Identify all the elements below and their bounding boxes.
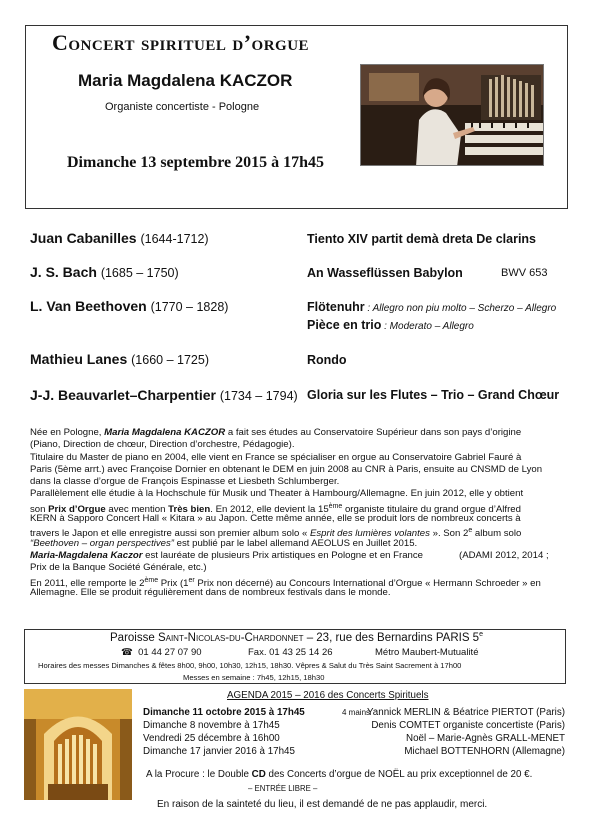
agenda-date-2: Dimanche 8 novembre à 17h45 <box>143 720 280 731</box>
work-1: Tiento XIV partit demà dreta De clarins <box>307 232 537 246</box>
parish-fax: Fax. 01 43 25 14 26 <box>248 647 333 658</box>
agenda-date-1: Dimanche 11 octobre 2015 à 17h45 <box>143 707 305 718</box>
bio-line: (Piano, Direction de chœur, Direction d’orchestre, Pédagogie). <box>30 439 295 451</box>
agenda-note-1: 4 mains <box>342 708 371 717</box>
work-4: Rondo <box>307 353 347 367</box>
composer-4: Mathieu Lanes (1660 – 1725) <box>30 351 209 367</box>
composer-2: J. S. Bach (1685 – 1750) <box>30 264 179 280</box>
agenda-artist-2: Denis COMTET organiste concertiste (Paris) <box>371 720 565 731</box>
bio-line: “Beethoven – organ perspectives” est publié par le label allemand AEOLUS en Juillet 2015. <box>30 537 418 549</box>
parish-phone: ☎ 01 44 27 07 90 <box>121 647 202 658</box>
work-5: Gloria sur les Flutes – Trio – Grand Chœur <box>307 388 560 402</box>
biography <box>30 427 570 599</box>
bio-line: travers le Japon et elle enregistre aussi son premier album solo « Esprit des lumières volantes ». Son 2e album solo <box>30 527 522 540</box>
phone-icon: ☎ <box>121 647 133 658</box>
parish-metro: Métro Maubert-Mutualité <box>375 647 479 658</box>
bio-line: Titulaire du Master de piano en 2004, elle vient en France se spécialiser en orgue au Conservatoire Gabriel Fauré à <box>30 451 522 463</box>
bio-line: Maria-Magdalena Kaczor est lauréate de plusieurs Prix artistiques en Pologne et en France (ADAMI 2012, 2014 ; <box>30 549 549 561</box>
performer-subtitle: Organiste concertiste - Pologne <box>105 101 260 113</box>
bio-line: Allemagne. Elle se produit régulièrement dans de nombreux festivals dans le monde. <box>30 586 391 598</box>
work-3b: Pièce en trio : Moderato – Allegro <box>307 318 474 332</box>
agenda-date-4: Dimanche 17 janvier 2016 à 17h45 <box>143 746 295 757</box>
bio-line: Prix de la Banque Société Générale, etc.) <box>30 562 207 574</box>
bio-line: Née en Pologne, Maria Magdalena KACZOR a fait ses études au Conservatoire Supérieur dans son pays d’origine <box>30 427 522 438</box>
performer-name: Maria Magdalena KACZOR <box>78 71 293 90</box>
bio-line: En 2011, elle remporte le 2ème Prix (1er Prix non décerné) au Concours International d’Orgue « Hermann Schroeder » en <box>30 576 541 589</box>
composer-1: Juan Cabanilles (1644-1712) <box>30 230 209 246</box>
mass-hours: Horaires des messes Dimanches & fêtes 8h00, 9h00, 10h30, 12h15, 18h30. Vêpres & Salut du Très Saint Sacrement à 17h00 <box>38 661 462 670</box>
agenda-artist-4: Michael BOTTENHORN (Allemagne) <box>404 746 565 757</box>
bio-line: KERN à Sapporo Concert Hall « Kitara » au Japon. Cette même année, elle se produit lors de nombreux concerts à <box>30 513 521 525</box>
agenda-date-3: Vendredi 25 décembre à 16h00 <box>143 733 280 744</box>
procure-notice: A la Procure : le Double CD des Concerts d’orgue de NOËL au prix exceptionnel de 20 €. <box>146 769 533 780</box>
catalog-number: BWV 653 <box>501 267 548 279</box>
concert-title: Concert spirituel d’orgue <box>52 30 310 55</box>
free-entry: – ENTRÉE LIBRE – <box>248 784 318 793</box>
bio-line: Paris (5ème arrt.) avec Françoise Dornier en obtenant le DEM en juin 2008 au CNR à Paris, ensuite au CNSMD de Lyon <box>30 463 543 475</box>
weekday-mass: Messes en semaine : 7h45, 12h15, 18h30 <box>183 673 325 682</box>
bio-line: Parallèlement elle étudie à la Hochschule für Musik und Theater à Hambourg/Allemagne. En juin 2012, elle y obtient <box>30 488 524 500</box>
closing-notice: En raison de la sainteté du lieu, il est demandé de ne pas applaudir, merci. <box>157 799 488 810</box>
agenda-title: AGENDA 2015 – 2016 des Concerts Spirituels <box>227 690 429 701</box>
church-interior-photo <box>24 689 132 800</box>
bio-line: son Prix d’Orgue avec mention Très bien. En 2012, elle devient la 15ème organiste titulaire du grand orgue d’Alfred <box>30 502 521 515</box>
concert-date: Dimanche 13 septembre 2015 à 17h45 <box>67 154 325 171</box>
work-2: An Wasseflüssen Babylon <box>307 266 463 280</box>
composer-5: J-J. Beauvarlet–Charpentier (1734 – 1794) <box>30 387 298 403</box>
agenda-artist-1: Yannick MERLIN & Béatrice PIERTOT (Paris) <box>367 707 565 718</box>
organist-photo <box>360 64 544 166</box>
bio-line: dans la classe d’orgue de François Espinasse et Liesbeth Schlumberger. <box>30 476 340 488</box>
parish-address: Paroisse Saint-Nicolas-du-Chardonnet – 23, rue des Bernardins PARIS 5e <box>110 631 483 644</box>
composer-3: L. Van Beethoven (1770 – 1828) <box>30 298 229 314</box>
agenda-artist-3: Noël – Marie-Agnès GRALL-MENET <box>406 733 565 744</box>
work-3: Flötenuhr : Allegro non piu molto – Scherzo – Allegro <box>307 300 557 314</box>
